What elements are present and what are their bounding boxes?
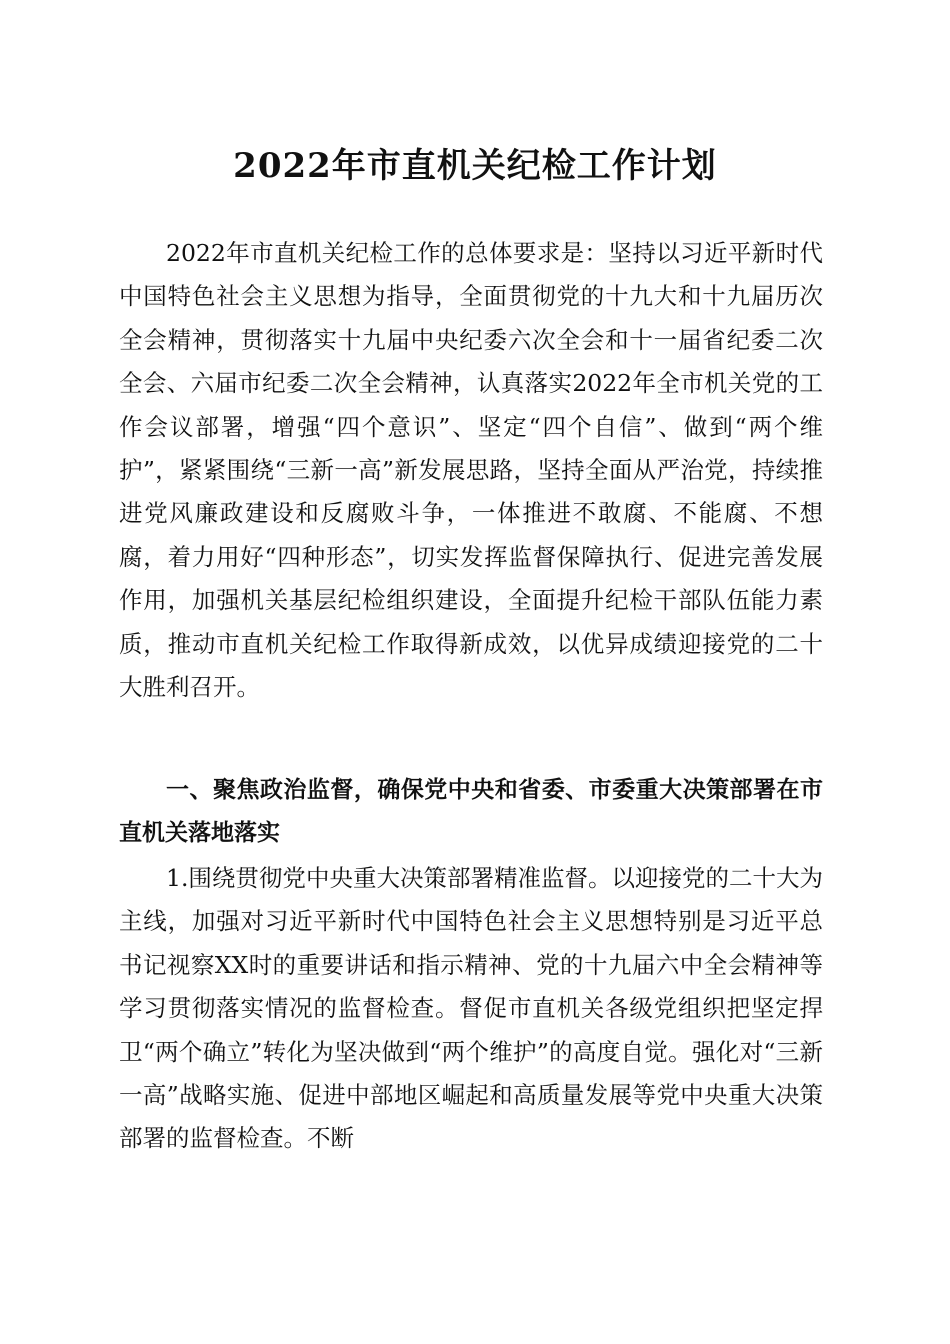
section-1-heading: 一、聚焦政治监督，确保党中央和省委、市委重大决策部署在市直机关落地落实	[119, 777, 823, 847]
document-title: 2022年市直机关纪检工作计划	[233, 146, 717, 186]
item-1-paragraph: 1.围绕贯彻党中央重大决策部署精准监督。以迎接党的二十大为主线，加强对习近平新时代中国特色社会主义思想特别是习近平总书记视察XX时的重要讲话和指示精神、党的十九届六中全会精神等学习贯彻落实情况的监督检查。督促市直机关各级党组织把坚定捍卫“两个确立”转化为坚决做到“两个维护”的高度自觉。强化对“三新一高”战略实施、促进中部地区崛起和高质量发展等党中央重大决策部署的监督检查。不断	[119, 864, 823, 1153]
intro-paragraph: 2022年市直机关纪检工作的总体要求是：坚持以习近平新时代中国特色社会主义思想为指导，全面贯彻党的十九大和十九届历次全会精神，贯彻落实十九届中央纪委六次全会和十一届省纪委二次全会、六届市纪委二次全会精神，认真落实2022年全市机关党的工作会议部署，增强“四个意识”、坚定“四个自信”、做到“两个维护”，紧紧围绕“三新一高”新发展思路，坚持全面从严治党，持续推进党风廉政建设和反腐败斗争，一体推进不敢腐、不能腐、不想腐，着力用好“四种形态”，切实发挥监督保障执行、促进完善发展作用，加强机关基层纪检组织建设，全面提升纪检干部队伍能力素质，推动市直机关纪检工作取得新成效，以优异成绩迎接党的二十大胜利召开。	[119, 239, 823, 702]
